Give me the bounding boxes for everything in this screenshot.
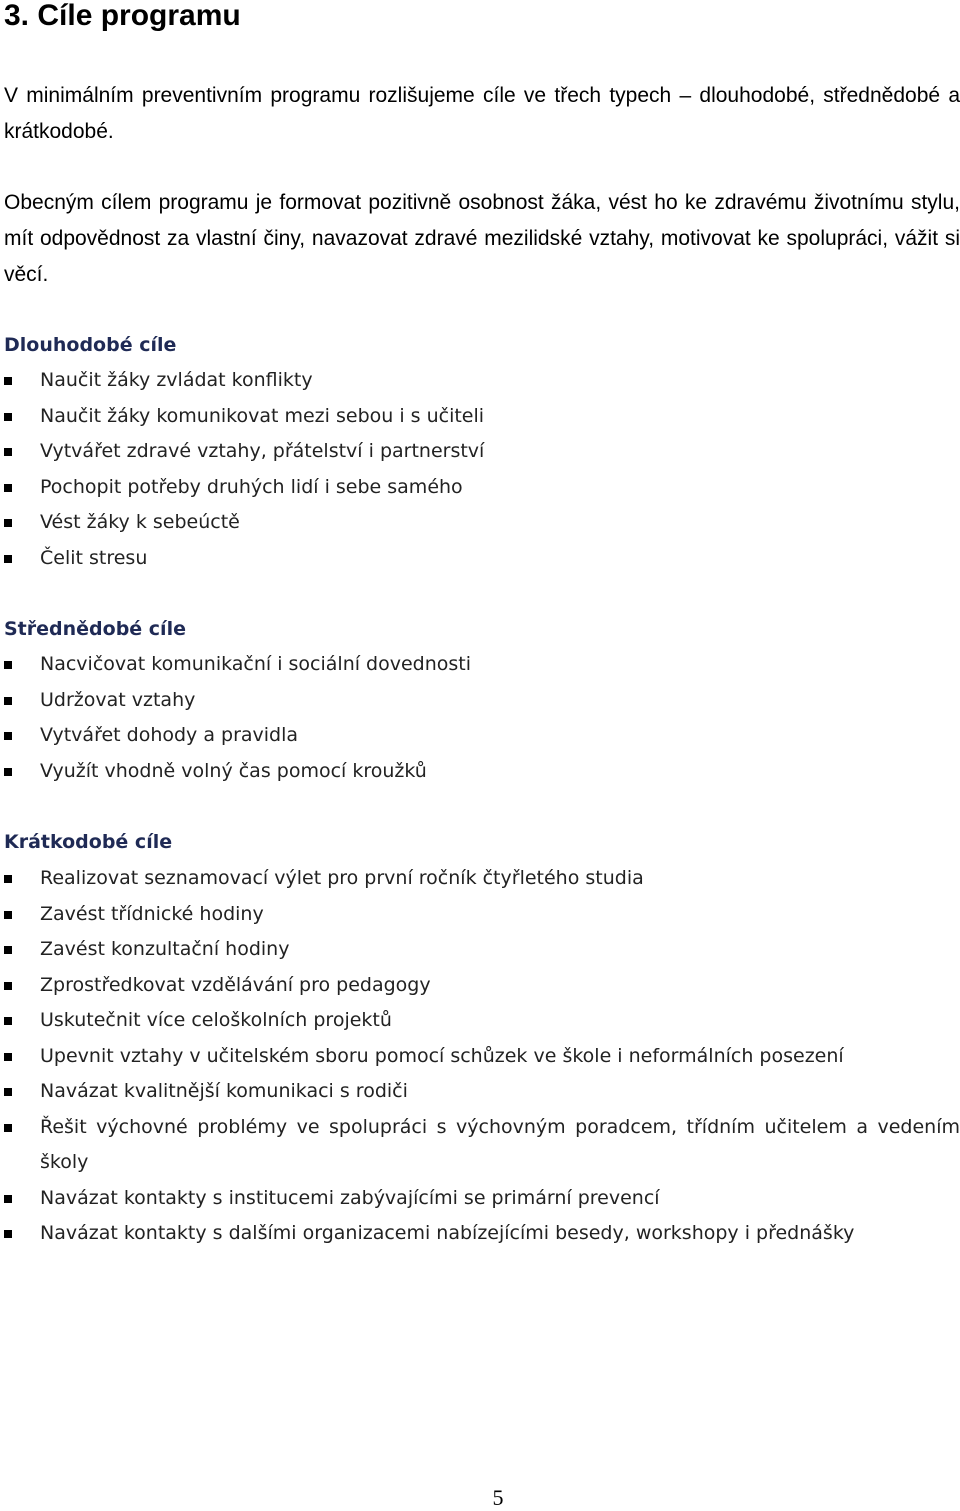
- list-item-text: Navázat kontakty s dalšími organizacemi nabízejícími besedy, workshopy i přednášky: [40, 1222, 855, 1244]
- square-bullet-icon: [4, 768, 12, 776]
- list-item: [4, 1039, 960, 1075]
- list-item-text: Naučit žáky komunikovat mezi sebou i s učiteli: [40, 404, 485, 427]
- square-bullet-icon: [4, 519, 12, 527]
- list-item-text: Řešit výchovné problémy ve spolupráci s výchovným poradcem, třídním učitelem a vedením školy: [40, 1115, 960, 1173]
- square-bullet-icon: [4, 732, 12, 740]
- list-item-text: Vytvářet dohody a pravidla: [40, 724, 299, 746]
- general-goal-paragraph: Obecným cílem programu je formovat pozitivně osobnost žáka, vést ho ke zdravému životnímu stylu, mít odpovědnost za vlastní činy, navazovat zdravé mezilidské vztahy, motivovat ke spolupráci, vážit si věcí.: [4, 191, 960, 286]
- intro-paragraph: V minimálním preventivním programu rozlišujeme cíle ve třech typech – dlouhodobé, střednědobé a krátkodobé.: [4, 84, 960, 143]
- list-item: [4, 861, 960, 897]
- square-bullet-icon: [4, 875, 12, 883]
- list-item: [4, 1110, 960, 1181]
- list-item: [4, 932, 960, 968]
- list-item-text: Využít vhodně volný čas pomocí kroužků: [40, 759, 427, 782]
- list-item-text: Navázat kvalitnější komunikaci s rodiči: [40, 1080, 408, 1102]
- square-bullet-icon: [4, 697, 12, 705]
- square-bullet-icon: [4, 1088, 12, 1096]
- square-bullet-icon: [4, 1124, 12, 1132]
- list-item-text: Čelit stresu: [40, 546, 148, 569]
- square-bullet-icon: [4, 448, 12, 456]
- square-bullet-icon: [4, 1230, 12, 1238]
- list-item: [4, 399, 960, 435]
- list-item: [4, 683, 960, 719]
- list-item-text: Upevnit vztahy v učitelském sboru pomocí schůzek ve škole i neformálních posezení: [40, 1044, 844, 1067]
- list-item: [4, 754, 960, 790]
- list-item-text: Naučit žáky zvládat konflikty: [40, 369, 313, 391]
- list-item-text: Pochopit potřeby druhých lidí i sebe samého: [40, 475, 463, 498]
- square-bullet-icon: [4, 661, 12, 669]
- list-item-text: Nacvičovat komunikační i sociální dovednosti: [40, 653, 472, 675]
- list-item: [4, 434, 960, 470]
- section-heading-mid-term: Střednědobé cíle: [4, 618, 186, 640]
- list-item: [4, 1074, 960, 1110]
- section-heading-short-term: Krátkodobé cíle: [4, 831, 173, 853]
- list-item-text: Realizovat seznamovací výlet pro první ročník čtyřletého studia: [40, 867, 644, 889]
- list-item-text: Uskutečnit více celoškolních projektů: [40, 1009, 392, 1031]
- list-item-text: Vytvářet zdravé vztahy, přátelství i partnerství: [40, 440, 485, 462]
- list-item-text: Zprostředkovat vzdělávání pro pedagogy: [40, 973, 431, 996]
- list-item: [4, 363, 960, 399]
- square-bullet-icon: [4, 1053, 12, 1061]
- list-item: [4, 647, 960, 683]
- list-item: [4, 897, 960, 933]
- section-heading-long-term: Dlouhodobé cíle: [4, 334, 177, 356]
- list-item: [4, 470, 960, 506]
- square-bullet-icon: [4, 1195, 12, 1203]
- mid-term-goals-list: [4, 647, 960, 789]
- square-bullet-icon: [4, 377, 12, 385]
- list-item: [4, 541, 960, 577]
- square-bullet-icon: [4, 1017, 12, 1025]
- long-term-goals-list: [4, 363, 960, 576]
- list-item-text: Vést žáky k sebeúctě: [40, 511, 240, 533]
- list-item: [4, 718, 960, 754]
- list-item: [4, 1216, 960, 1252]
- page-title: 3. Cíle programu: [4, 0, 241, 32]
- list-item-text: Udržovat vztahy: [40, 688, 196, 711]
- list-item: [4, 968, 960, 1004]
- list-item: [4, 505, 960, 541]
- square-bullet-icon: [4, 982, 12, 990]
- square-bullet-icon: [4, 555, 12, 563]
- list-item: [4, 1003, 960, 1039]
- square-bullet-icon: [4, 911, 12, 919]
- short-term-goals-list: [4, 861, 960, 1252]
- square-bullet-icon: [4, 413, 12, 421]
- list-item-text: Zavést třídnické hodiny: [40, 902, 264, 925]
- square-bullet-icon: [4, 484, 12, 492]
- list-item-text: Zavést konzultační hodiny: [40, 938, 290, 960]
- square-bullet-icon: [4, 946, 12, 954]
- list-item: [4, 1181, 960, 1217]
- page-number: 5: [492, 1485, 504, 1510]
- list-item-text: Navázat kontakty s institucemi zabývajícími se primární prevencí: [40, 1186, 660, 1209]
